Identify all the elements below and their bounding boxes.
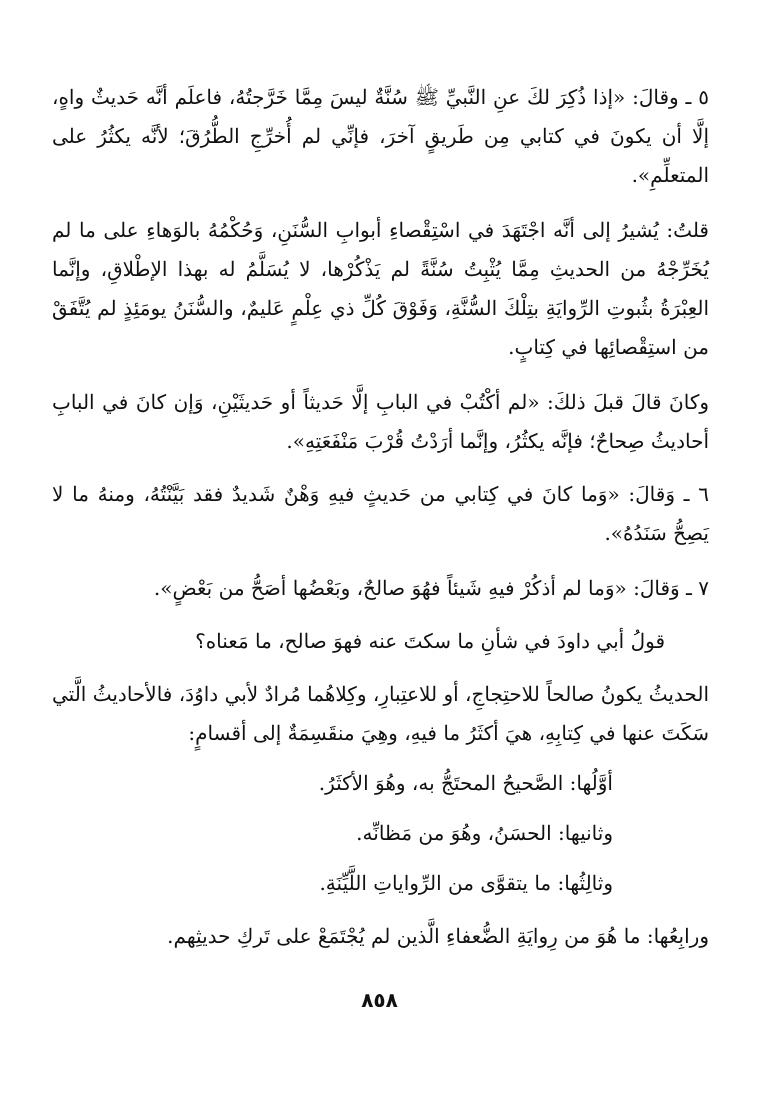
- paragraph-commentary: قلتُ: يُشيرُ إلى أنَّه اجْتَهَدَ في اسْتِقْصاءِ أبوابِ السُّنَنِ، وَحُكْمُهُ بالوَهاءِ على ما لم يُخَرِّجْهُ من الحديثِ مِمَّا يُثْبِتُ سُنَّةً لم يَذْكُرْها، لا يُسَلَّمُ له بهذا الإطْلاقِ، وإنَّما العِبْرَةُ بثُبوتِ الرِّوايَةِ بتِلْكَ السُّنَّةِ، وَفَوْقَ كُلِّ ذي عِلْمٍ عَليمٌ، والسُّنَنُ يومَئِذٍ لم يُتَّفَقْ من استِقْصائِها في كِتابٍ.: [52, 218, 709, 359]
- list-item-text: وثانيها: الحسَنُ، وهُوَ من مَظانِّه.: [356, 821, 613, 845]
- paragraph-saying-6: ٦ ـ وَقالَ: «وَما كانَ في كِتابي من حَديثٍ فيهِ وَهْنٌ شَديدٌ فقد بَيَّنْتُهُ، ومنهُ ما لا يَصِحُّ سَنَدُهُ».: [52, 482, 709, 545]
- question-heading: قولُ أبي داودَ في شأنِ ما سكتَ عنه فهوَ صالح، ما مَعناه؟: [195, 629, 665, 653]
- paragraph-earlier-saying: وكانَ قالَ قبلَ ذلكَ: «لم أكْتُبْ في البابِ إلَّا حَديثاً أو حَديثَيْنِ، وَإن كانَ في البابِ أحاديثُ صِحاحٌ؛ فإنَّه يكثُرُ، وإنَّما أرَدْتُ قُرْبَ مَنْفَعَتِهِ».: [52, 390, 709, 453]
- list-item-second: [52, 813, 709, 853]
- page-number: ٨٥٨: [361, 988, 398, 1012]
- paragraph-saying-7: ٧ ـ وَقالَ: «وَما لم أذكُرْ فيهِ شَيئاً فهُوَ صالحٌ، وبَعْضُها أصَحُّ من بَعْضٍ».: [153, 576, 709, 600]
- paragraph-answer: الحديثُ يكونُ صالحاً للاحتِجاجِ، أو للاعتِبارِ، وكِلاهُما مُرادٌ لأبي داوُدَ، فالأحاديثُ الَّتي سَكَتَ عنها في كِتابِهِ، هيَ أكثَرُ ما فيهِ، وهِيَ منقَسِمَةٌ إلى أقسامٍ:: [52, 682, 709, 745]
- list-item-text: أوَّلُها: الصَّحيحُ المحتَجُّ به، وهُوَ الأكثَرُ.: [318, 771, 613, 795]
- paragraph-fourth-category: ورابِعُها: ما هُوَ من رِوايَةِ الضُّعفاءِ الَّذين لم يُجْتَمَعْ على تَركِ حديثِهم.: [167, 924, 709, 948]
- list-item-text: وثالِثُها: ما يتقوَّى من الرِّواياتِ اللَّيِّنَةِ.: [319, 871, 613, 895]
- list-item-first: [52, 763, 709, 803]
- paragraph-saying-5: ٥ ـ وقالَ: «إذا ذُكِرَ لكَ عنِ النَّبيِّ ﷺ سُنَّةٌ ليسَ مِمَّا خَرَّجتُهُ، فاعلَم أنَّه حَديثٌ واهٍ، إلَّا أن يكونَ في كتابي مِن طَريقٍ آخرَ، فإنِّي لم أُخرِّجِ الطُّرُقَ؛ لأنَّه يكثُرُ على المتعلِّمِ».: [52, 85, 709, 187]
- list-item-third: [52, 863, 709, 903]
